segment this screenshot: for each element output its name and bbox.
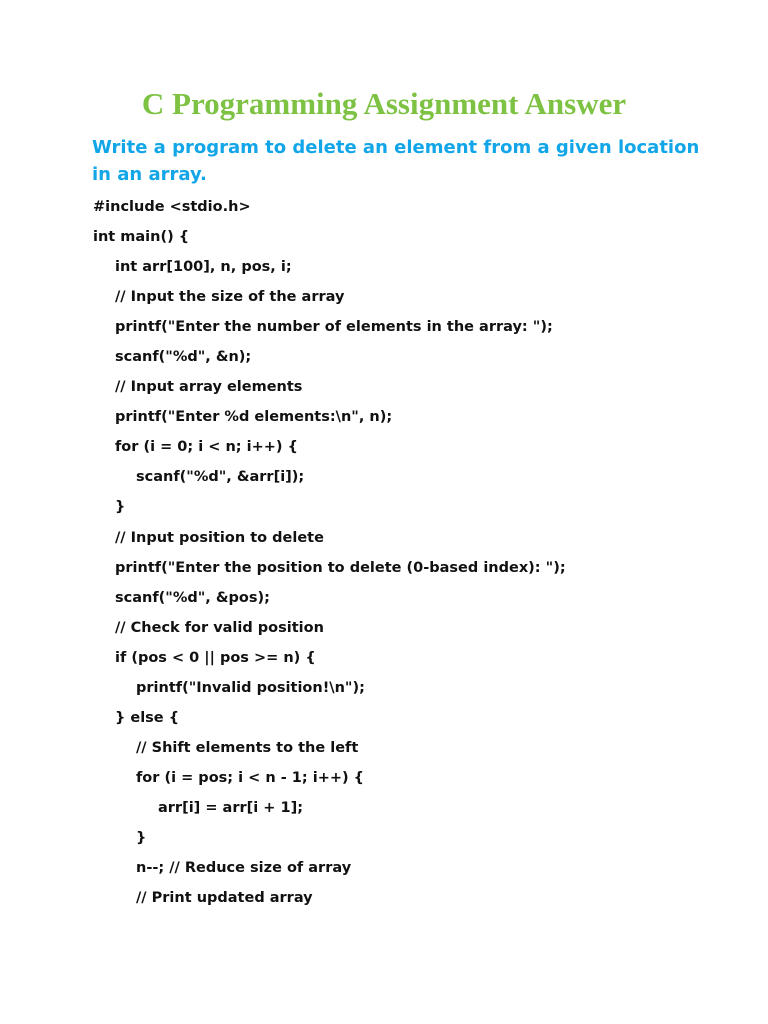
code-line: scanf("%d", &pos);	[115, 590, 270, 606]
code-line: // Input position to delete	[115, 530, 324, 546]
code-line: // Check for valid position	[115, 620, 324, 636]
code-line: // Print updated array	[136, 890, 313, 906]
code-line: printf("Enter %d elements:\n", n);	[115, 409, 393, 425]
code-line: #include <stdio.h>	[93, 199, 251, 215]
code-line: for (i = 0; i < n; i++) {	[115, 439, 298, 455]
code-line: int arr[100], n, pos, i;	[115, 259, 292, 275]
code-line: printf("Enter the position to delete (0-based index): ");	[115, 560, 566, 576]
code-line: int main() {	[93, 229, 190, 245]
code-line: n--; // Reduce size of array	[136, 860, 352, 876]
code-line: // Shift elements to the left	[136, 740, 359, 756]
code-line: scanf("%d", &n);	[115, 349, 252, 365]
code-line: }	[136, 830, 147, 846]
code-line: printf("Invalid position!\n");	[136, 680, 365, 696]
code-line: // Input array elements	[115, 379, 303, 395]
question-text: Write a program to delete an element from a given location in an array.	[92, 137, 700, 185]
code-line: // Input the size of the array	[115, 289, 345, 305]
code-line: printf("Enter the number of elements in the array: ");	[115, 319, 553, 335]
page-title: C Programming Assignment Answer	[141, 86, 627, 121]
code-line: }	[115, 499, 126, 515]
code-line: scanf("%d", &arr[i]);	[136, 469, 305, 485]
code-line: arr[i] = arr[i + 1];	[158, 800, 303, 816]
code-line: for (i = pos; i < n - 1; i++) {	[136, 770, 364, 786]
code-line: if (pos < 0 || pos >= n) {	[115, 650, 316, 666]
code-line: } else {	[115, 710, 180, 726]
